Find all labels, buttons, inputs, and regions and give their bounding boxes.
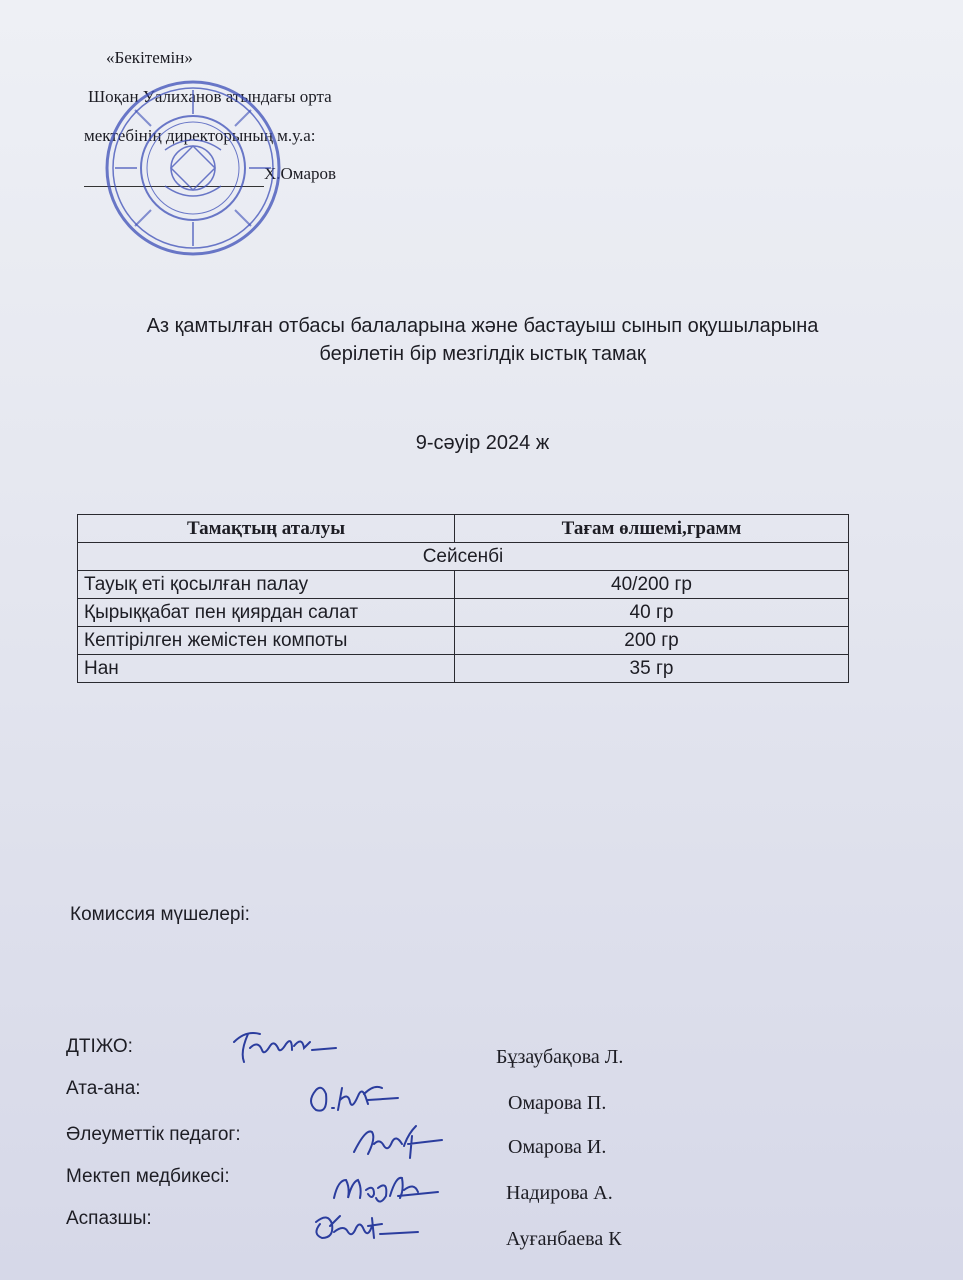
approval-label: «Бекітемін» bbox=[106, 48, 193, 67]
director-name: Х.Омаров bbox=[264, 164, 337, 183]
member-name: Омарова П. bbox=[508, 1092, 607, 1114]
official-seal-stamp bbox=[95, 80, 295, 260]
table-row bbox=[78, 627, 849, 655]
member-name: Бұзаубақова Л. bbox=[496, 1046, 624, 1068]
commission-heading: Комиссия мүшелері: bbox=[70, 904, 250, 925]
table-header-row bbox=[78, 515, 849, 543]
title-line-1: Аз қамтылған отбасы балаларына және бастауыш сынып оқушыларына bbox=[146, 315, 819, 337]
header-portion-size: Тағам өлшемі,грамм bbox=[455, 515, 849, 543]
dish-name: Тауық еті қосылған палау bbox=[78, 571, 455, 599]
dish-name: Нан bbox=[78, 655, 455, 683]
approval-school-line: Шоқан Уалиханов атындағы орта bbox=[88, 87, 332, 106]
dish-name: Кептірілген жемістен компоты bbox=[78, 627, 455, 655]
header-dish-name: Тамақтың аталуы bbox=[78, 515, 455, 543]
member-role: ДТІЖО: bbox=[66, 1036, 133, 1057]
signature-icon bbox=[346, 1118, 446, 1164]
document-title bbox=[80, 312, 885, 368]
dish-amount: 200 гр bbox=[455, 627, 849, 655]
title-line-2: берілетін бір мезгілдік ыстық тамақ bbox=[319, 343, 646, 365]
member-name: Омарова И. bbox=[508, 1136, 607, 1158]
member-role: Әлеуметтік педагог: bbox=[66, 1124, 241, 1145]
menu-table bbox=[77, 514, 849, 683]
table-row bbox=[78, 655, 849, 683]
member-role: Мектеп медбикесі: bbox=[66, 1166, 230, 1187]
member-name: Ауғанбаева К bbox=[506, 1228, 622, 1250]
member-name: Надирова А. bbox=[506, 1182, 613, 1204]
signature-icon bbox=[302, 1074, 402, 1120]
dish-amount: 40 гр bbox=[455, 599, 849, 627]
signature-icon bbox=[306, 1204, 422, 1248]
dish-amount: 40/200 гр bbox=[455, 571, 849, 599]
dish-name: Қырыққабат пен қиярдан салат bbox=[78, 599, 455, 627]
day-label: Сейсенбі bbox=[78, 543, 849, 571]
table-row bbox=[78, 571, 849, 599]
table-row bbox=[78, 599, 849, 627]
approval-position-line: мектебінің директорының м.у.а: bbox=[84, 126, 316, 145]
document-date: 9-сәуір 2024 ж bbox=[415, 432, 550, 454]
member-role: Аспазшы: bbox=[66, 1208, 152, 1229]
member-role: Ата-ана: bbox=[66, 1078, 141, 1099]
signature-icon bbox=[226, 1022, 341, 1070]
day-row bbox=[78, 543, 849, 571]
dish-amount: 35 гр bbox=[455, 655, 849, 683]
